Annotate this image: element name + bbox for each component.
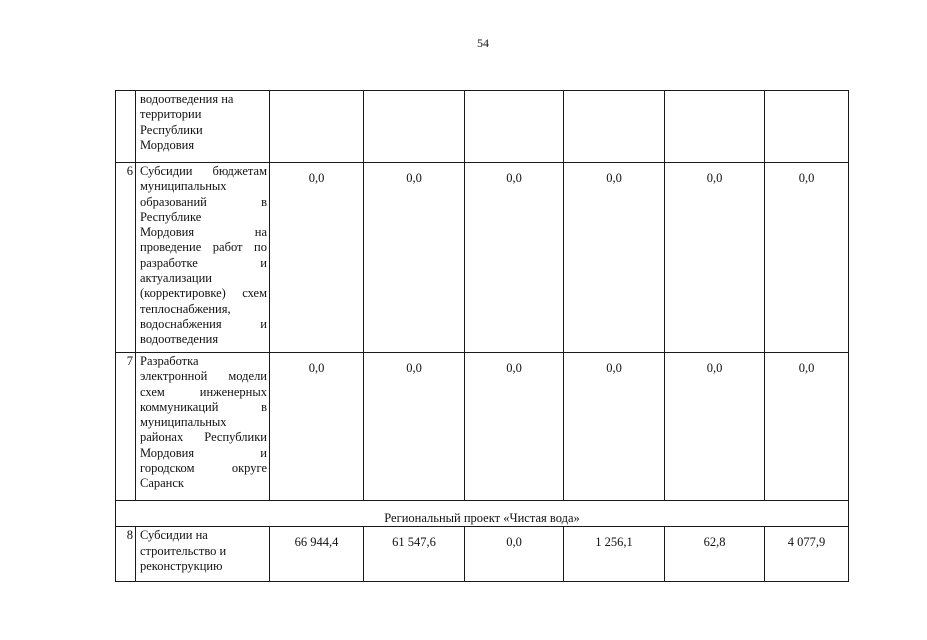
value-cell <box>465 91 564 163</box>
description-line <box>140 317 267 332</box>
description-word: Мордовия <box>140 225 195 240</box>
description-line <box>140 354 267 369</box>
description-word: Республики <box>140 122 203 137</box>
description-word: и <box>260 316 267 331</box>
table-row-continued <box>116 91 849 163</box>
value-cell: 0,0 <box>465 527 564 582</box>
description-line <box>140 271 267 286</box>
description-line <box>140 210 267 225</box>
value-cell: 0,0 <box>665 353 765 501</box>
description-word: (корректировке) <box>140 286 226 301</box>
description-word: территории <box>140 107 202 122</box>
page-number: 54 <box>477 36 489 50</box>
description-line <box>140 400 267 415</box>
description-word: Саранск <box>140 476 184 491</box>
row-number: 8 <box>116 527 136 582</box>
row-description <box>136 527 270 582</box>
table-row <box>116 353 849 501</box>
value-cell: 0,0 <box>665 163 765 353</box>
description-word: водоотведения <box>140 332 219 347</box>
value-cell: 61 547,6 <box>364 527 465 582</box>
row-number <box>116 91 136 163</box>
description-word: актуализации <box>140 271 212 286</box>
description-line <box>140 369 267 384</box>
description-word: схем <box>140 384 165 399</box>
description-line <box>140 286 267 301</box>
description-word: бюджетам <box>212 164 267 178</box>
description-line <box>140 430 267 445</box>
description-word: инженерных <box>199 384 267 399</box>
description-line <box>140 123 267 138</box>
row-description <box>136 91 270 163</box>
description-line <box>140 225 267 240</box>
value-cell: 0,0 <box>564 163 665 353</box>
row-description <box>136 163 270 353</box>
description-line <box>140 528 267 543</box>
description-line <box>140 92 267 107</box>
description-line <box>140 240 267 255</box>
value-cell: 4 077,9 <box>765 527 849 582</box>
row-description <box>136 353 270 501</box>
value-cell: 66 944,4 <box>270 527 364 582</box>
description-word: Субсидии на <box>140 528 208 543</box>
section-header-row <box>116 501 849 527</box>
description-word: разработке <box>140 255 198 270</box>
value-cell <box>765 91 849 163</box>
description-word: модели <box>228 369 267 384</box>
description-word: Мордовия <box>140 137 195 152</box>
value-cell: 0,0 <box>465 353 564 501</box>
description-word: водоснабжения <box>140 316 222 331</box>
description-line <box>140 446 267 461</box>
budget-table <box>115 90 849 582</box>
description-line <box>140 195 267 210</box>
value-cell: 0,0 <box>270 163 364 353</box>
value-cell <box>364 91 465 163</box>
description-word: Разработка <box>140 354 199 368</box>
description-word: в <box>261 399 267 414</box>
description-line <box>140 415 267 430</box>
value-cell: 0,0 <box>270 353 364 501</box>
description-line <box>140 544 267 559</box>
description-word: по <box>254 240 267 255</box>
description-word: строительство и <box>140 543 227 558</box>
description-word: проведение <box>140 240 202 255</box>
description-word: и <box>260 255 267 270</box>
description-line <box>140 332 267 347</box>
description-word: водоотведения на <box>140 92 234 106</box>
section-title: Региональный проект «Чистая вода» <box>116 501 849 527</box>
description-line <box>140 559 267 574</box>
description-line <box>140 385 267 400</box>
description-word: в <box>261 194 267 209</box>
description-word: Субсидии <box>140 164 193 178</box>
description-word: Республики <box>204 430 267 445</box>
row-number: 6 <box>116 163 136 353</box>
description-line <box>140 461 267 476</box>
description-word: реконструкцию <box>140 558 223 573</box>
table-row <box>116 163 849 353</box>
value-cell: 0,0 <box>765 163 849 353</box>
table-row <box>116 527 849 582</box>
description-word: на <box>254 225 267 240</box>
value-cell: 0,0 <box>364 353 465 501</box>
description-word: районах <box>140 430 184 445</box>
description-word: работ <box>212 240 243 255</box>
value-cell: 0,0 <box>364 163 465 353</box>
description-word: электронной <box>140 369 208 384</box>
description-word: муниципальных <box>140 179 227 194</box>
value-cell <box>665 91 765 163</box>
description-word: коммуникаций <box>140 399 219 414</box>
description-word: и <box>260 445 267 460</box>
description-word: городском <box>140 461 195 476</box>
value-cell <box>270 91 364 163</box>
description-line <box>140 138 267 153</box>
value-cell: 62,8 <box>665 527 765 582</box>
description-line <box>140 476 267 491</box>
description-line <box>140 302 267 317</box>
description-word: образований <box>140 194 207 209</box>
row-number: 7 <box>116 353 136 501</box>
value-cell: 0,0 <box>765 353 849 501</box>
description-word: теплоснабжения, <box>140 301 231 316</box>
value-cell <box>564 91 665 163</box>
value-cell: 1 256,1 <box>564 527 665 582</box>
description-word: схем <box>242 286 267 301</box>
description-word: муниципальных <box>140 415 227 430</box>
description-line <box>140 179 267 194</box>
value-cell: 0,0 <box>564 353 665 501</box>
description-line <box>140 107 267 122</box>
description-line <box>140 164 267 179</box>
description-word: округе <box>231 461 267 476</box>
value-cell: 0,0 <box>465 163 564 353</box>
description-line <box>140 256 267 271</box>
description-word: Мордовия <box>140 445 195 460</box>
description-word: Республике <box>140 209 202 224</box>
